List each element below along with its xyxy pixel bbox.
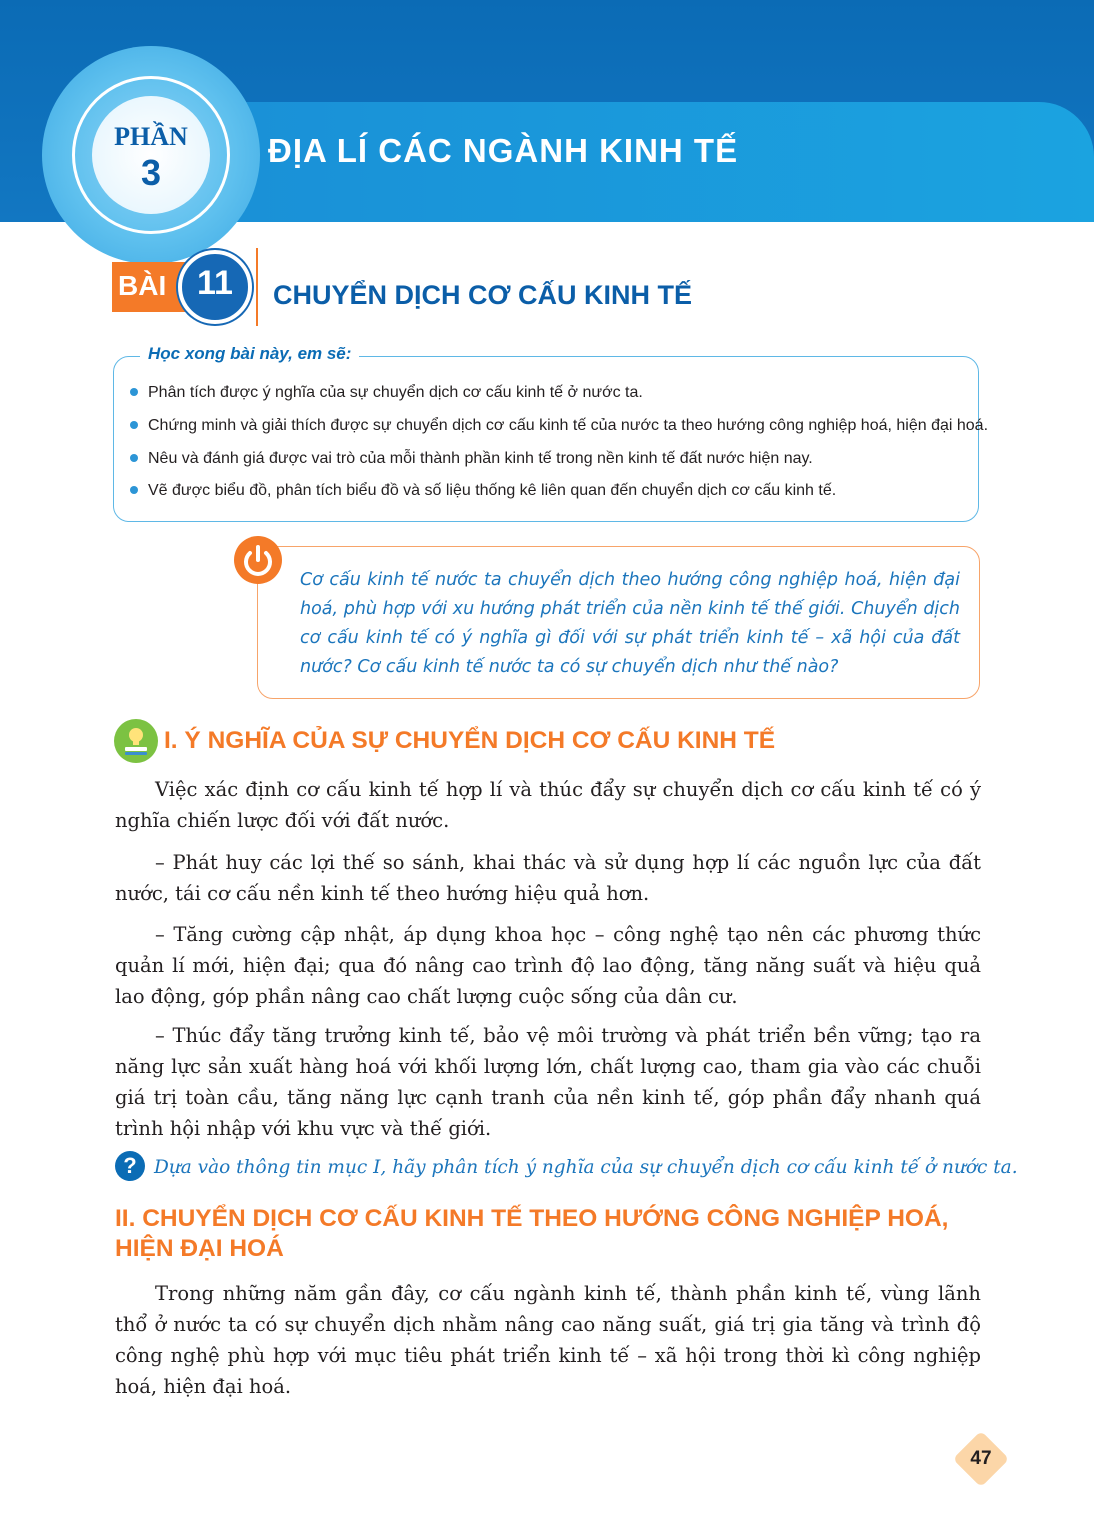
section-1-paragraph: – Tăng cường cập nhật, áp dụng khoa học – công nghệ tạo nên các phương thức quản lí mới, hiện đại; qua đó nâng cao trình độ lao động, tăng năng suất và hiệu quả lao động, góp phần nâng cao chất lượng cuộc sống của dân cư. (115, 923, 981, 1008)
section-1-question: Dựa vào thông tin mục I, hãy phân tích ý nghĩa của sự chuyển dịch cơ cấu kinh tế ở nước ta. (154, 1157, 1018, 1178)
question-icon: ? (115, 1151, 145, 1181)
objective-item: Chứng minh và giải thích được sự chuyển dịch cơ cấu kinh tế của nước ta theo hướng công nghiệp hoá, hiện đại hoá. (130, 417, 988, 435)
lesson-label: BÀI (118, 270, 167, 301)
section-1-paragraph: – Thúc đẩy tăng trưởng kinh tế, bảo vệ môi trường và phát triển bền vững; tạo ra năng lực sản xuất hàng hoá với khối lượng lớn, chất lượng cao, tham gia vào các chuỗi giá trị toàn cầu, tăng năng lực cạnh tranh của nền kinh tế, góp phần đẩy nhanh quá trình hội nhập với khu vực và thế giới. (115, 1024, 981, 1140)
bullet-icon (130, 454, 138, 462)
bullet-icon (130, 388, 138, 396)
bullet-icon (130, 486, 138, 494)
section-2-title: II. CHUYỂN DỊCH CƠ CẤU KINH TẾ THEO HƯỚNG CÔNG NGHIỆP HOÁ, HIỆN ĐẠI HOÁ (115, 1205, 949, 1262)
lesson-title: CHUYỂN DỊCH CƠ CẤU KINH TẾ (273, 280, 693, 310)
objective-item: Phân tích được ý nghĩa của sự chuyển dịch cơ cấu kinh tế ở nước ta. (130, 384, 643, 402)
page-number: 47 (970, 1448, 992, 1469)
power-icon (234, 536, 282, 584)
section-2-paragraph: Trong những năm gần đây, cơ cấu ngành kinh tế, thành phần kinh tế, vùng lãnh thổ ở nước ta có sự chuyển dịch nhằm nâng cao năng suất, giá trị gia tăng và trình độ công nghệ phù hợp với mục tiêu phát triển kinh tế – xã hội trong thời kì công nghiệp hoá, hiện đại hoá. (115, 1282, 981, 1398)
section-1-paragraph: – Phát huy các lợi thế so sánh, khai thác và sử dụng hợp lí các nguồn lực của đất nước, tái cơ cấu nền kinh tế theo hướng hiệu quả hơn. (115, 851, 981, 905)
section-1-paragraph: Việc xác định cơ cấu kinh tế hợp lí và thúc đẩy sự chuyển dịch cơ cấu kinh tế có ý nghĩa chiến lược đối với đất nước. (115, 778, 981, 832)
lesson-number: 11 (197, 264, 233, 302)
objective-item: Nêu và đánh giá được vai trò của mỗi thành phần kinh tế trong nền kinh tế đất nước hiện nay. (130, 450, 813, 468)
part-title: ĐỊA LÍ CÁC NGÀNH KINH TẾ (268, 132, 739, 169)
objective-item: Vẽ được biểu đồ, phân tích biểu đồ và số liệu thống kê liên quan đến chuyển dịch cơ cấu kinh tế. (130, 482, 836, 500)
section-1-title: I. Ý NGHĨA CỦA SỰ CHUYỂN DỊCH CƠ CẤU KINH TẾ (164, 727, 776, 754)
objectives-heading: Học xong bài này, em sẽ: (140, 344, 359, 364)
lesson-divider (256, 248, 258, 326)
part-number: 3 (140, 152, 162, 193)
intro-text: Cơ cấu kinh tế nước ta chuyển dịch theo hướng công nghiệp hoá, hiện đại hoá, phù hợp với xu hướng phát triển của nền kinh tế thế giới. Chuyển dịch cơ cấu kinh tế có ý nghĩa gì đối với sự phát triển kinh tế – xã hội của đất nước? Cơ cấu kinh tế nước ta có sự chuyển dịch như thế nào? (300, 570, 960, 677)
lightbulb-icon (114, 719, 158, 763)
part-word: PHẦN (114, 122, 188, 151)
bullet-icon (130, 421, 138, 429)
